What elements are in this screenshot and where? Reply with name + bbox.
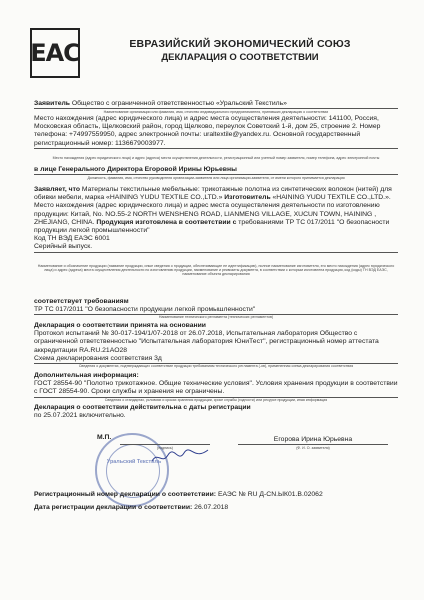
validity-label: Декларация о соответствии действительна с даты регистрации (34, 404, 251, 411)
eac-logo: EAC (30, 28, 80, 78)
serial-release: Серийный выпуск. (34, 243, 398, 252)
basis-text: Протокол испытаний № 30-017-194/1/07-2018 от 26.07.2018, Испытательная лаборатория Общество с ограниченной ответственностью "Испытательная лаборатория ЮниТест", регистрационный номер аттестата аккредитации RA.RU.21AO28 (34, 330, 379, 354)
basis-label: Декларация о соответствии принята на основании (34, 322, 206, 329)
applicant-caption: Наименование организации или фамилия, имя, отчество индивидуального предпринимателя, принявших декларацию о соответствии (103, 109, 329, 114)
product-description: Материалы текстильные мебельные: трикотажные полотна из синтетических волокон (нитей) для обивки мебели, марка «HAINING YUDU TEXTILE CO.,LTD.» (34, 186, 392, 202)
basis-scheme: Схема декларирования соответствия 3д (34, 355, 398, 364)
union-title: ЕВРАЗИЙСКИЙ ЭКОНОМИЧЕСКИЙ СОЮЗ (129, 38, 351, 50)
manufacturer-details: «HAINING YUDU TEXTILE CO.,LTD.». Место нахождения (адрес юридического лица) и адрес места осуществления деятельности по изготовлению продукции: Китай, No. NO.55-2 NORTH WENSHENG ROAD, LIANMENG VILLAGE, XUCUN TOWN, HAINING , ZHEJIANG, CHINA. (34, 194, 391, 226)
signer-name-caption: (Ф. И. О. заявителя) (296, 446, 330, 450)
declares-label: Заявляет, что (34, 186, 80, 193)
manufacturer-label: Изготовитель (224, 194, 271, 202)
validity-block (34, 404, 398, 420)
product-caption: Наименование и обозначение продукции (название продукции, иные сведения о продукции, обеспечивающие ее идентификацию), полное наименование изготовителя, его место нахождения (адрес юридического лица) и адрес (адреса) места осуществления деятельности по изготовлению продукции, наименование и реквизиты документа, в соответствии с которым изготовлена продукция, код (коды) ТН ВЭД ЕАЭС, наименование объекта декларирования (37, 264, 395, 277)
additional-text: ГОСТ 28554-90 "Полотно трикотажное. Общие технические условия". Условия хранения продукции в соответствии с ГОСТ 28554-90. Сроки службы и хранения не ограничены. (34, 380, 398, 397)
made-according-label: Продукция изготовлена в соответствии с (96, 218, 237, 226)
additional-caption: Сведения о стандартах, условиях и сроках хранения продукции, сроке службы (годности) или ресурсе продукции, иная информация (104, 398, 328, 402)
additional-label: Дополнительная информация: (34, 372, 139, 379)
product-block (34, 186, 398, 253)
requirements-label: соответствует требованиям (34, 298, 129, 305)
registration-number-label: Регистрационный номер декларации о соответствии: (34, 491, 217, 498)
validity-text: по 25.07.2021 включительно. (34, 412, 126, 420)
applicant-line (34, 100, 398, 109)
stamp-text: Уральский Текстиль (106, 459, 162, 465)
applicant-name: Общество с ограниченной ответственностью «Уральский Текстиль» (71, 100, 287, 107)
basis-caption: Сведения о документах, подтверждающих соответствие продукции требованиям технического регламента (-ов), примененная схема декларирования соответствия (78, 364, 354, 368)
requirements-text: ТР ТС 017/2011 "О безопасности продукции легкой промышленности" (34, 306, 398, 315)
signature-line (120, 444, 210, 445)
mp-label: М.П. (97, 434, 112, 441)
declaration-title: ДЕКЛАРАЦИЯ О СООТВЕТСТВИИ (161, 52, 319, 63)
registration-number-line (34, 491, 398, 499)
signer-name: Егорова Ирина Юрьевна (273, 436, 353, 443)
registration-date-line (34, 504, 398, 512)
applicant-label: Заявитель (34, 100, 70, 107)
registration-date: 26.07.2018 (194, 504, 229, 511)
registration-number: ЕАЭС № RU Д-CN.ЫК01.В.02062 (217, 491, 323, 498)
hs-code: Код ТН ВЭД ЕАЭС 6001 (34, 235, 110, 243)
additional-block (34, 372, 398, 398)
applicant-address: Место нахождения (адрес юридического лица) и адрес места осуществления деятельности: 141100, Россия, Московская область, Щелковский район, город Щелково, переулок Советский 1-й, дом 25, строение 2. Номер телефона: +74997559950, адрес электронной почты: uraltextile@yandex.ru. Основной государственный регистрационный номер: 1136679003977. (34, 115, 398, 149)
name-line (238, 444, 388, 445)
made-according-text: требованиями ТР ТС 017/2011 "О безопасности продукции легкой промышленности" (34, 218, 390, 235)
signature-caption: (подпись) (157, 446, 173, 450)
applicant-address-caption: Место нахождения (адрес юридического лица) и адрес (адреса) места осуществления деятельности, регистрационный или учетный номер заявителя, номер телефона, адрес электронной почты (52, 156, 380, 160)
requirements-block (34, 298, 398, 315)
requirements-caption: Наименование технического регламента (технических регламентов) (158, 315, 274, 319)
basis-block (34, 322, 398, 364)
applicant-representative: в лице Генерального Директора Егоровой Ирины Юрьевны (34, 166, 398, 175)
registration-date-label: Дата регистрации декларации о соответствии: (34, 504, 193, 511)
applicant-representative-caption: Должность, фамилия, имя, отчество руководителя организации-заявителя или лица организации-заявителя, от имени которого принимается декларация (87, 175, 345, 180)
